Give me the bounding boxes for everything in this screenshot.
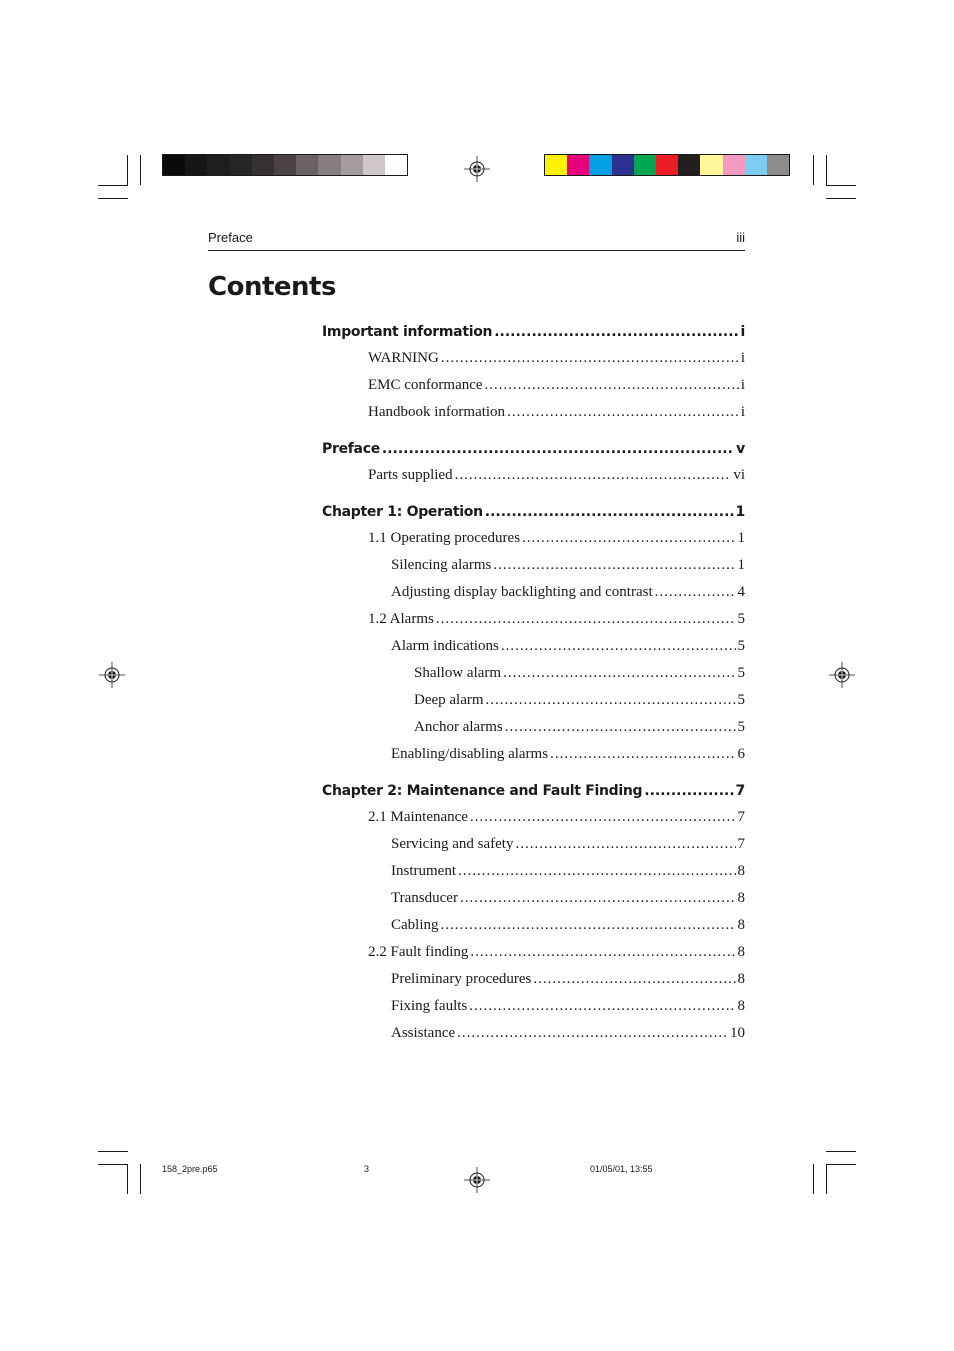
toc-entry-page: 8 [737, 862, 745, 879]
toc-leader-dots [503, 665, 735, 682]
color-swatch [745, 155, 767, 175]
toc-entry-label: Instrument [391, 862, 456, 879]
toc-entry-label: Fixing faults [391, 997, 468, 1014]
toc-leader-dots [382, 441, 734, 457]
gray-swatch [207, 155, 229, 175]
toc-entry-page: 8 [737, 943, 745, 960]
gray-swatch [341, 155, 363, 175]
gray-swatch [230, 155, 252, 175]
toc-entry-page: 7 [735, 783, 745, 799]
toc-entry [368, 944, 745, 961]
toc-entry-label: Chapter 2: Maintenance and Fault Finding [322, 783, 643, 799]
color-swatch [700, 155, 722, 175]
gray-swatch [385, 155, 407, 175]
toc-entry [368, 350, 745, 367]
toc-entry [368, 467, 745, 484]
toc-chapter-entry [322, 504, 745, 520]
toc-entry-label: Anchor alarms [414, 718, 503, 735]
toc-entry [368, 404, 745, 421]
footer-timestamp: 01/05/01, 13:55 [590, 1164, 653, 1174]
registration-mark-left-icon [99, 662, 125, 688]
toc-entry-page: 4 [737, 583, 745, 600]
header-section: Preface [208, 230, 253, 245]
crop-mark-top-right-v [826, 155, 827, 185]
crop-mark-bottom-right-v [826, 1164, 827, 1194]
toc-entry-page: i [740, 324, 745, 340]
toc-entry-label: Deep alarm [414, 691, 484, 708]
toc-leader-dots [493, 557, 735, 574]
footer-file-name: 158_2pre.p65 [162, 1164, 218, 1174]
toc-entry [391, 971, 745, 988]
toc-entry-page: 8 [737, 916, 745, 933]
toc-leader-dots [485, 377, 739, 394]
toc-entry [391, 998, 745, 1015]
toc-entry-page: 8 [737, 889, 745, 906]
toc-chapter-entry [322, 783, 745, 799]
gray-swatch [296, 155, 318, 175]
gray-swatch [318, 155, 340, 175]
toc-entry-label: EMC conformance [368, 376, 483, 393]
toc-entry [368, 377, 745, 394]
toc-entry-page: i [740, 376, 745, 393]
toc-entry-label: Alarm indications [391, 637, 499, 654]
toc-entry-page: 7 [737, 808, 745, 825]
color-swatch [767, 155, 789, 175]
crop-mark-bottom-left-h2 [98, 1164, 128, 1165]
crop-mark-top-right-h2 [826, 198, 856, 199]
gray-swatch [163, 155, 185, 175]
toc-entry-page: 1 [735, 504, 745, 520]
toc-leader-dots [436, 611, 736, 628]
toc-entry-page: 5 [737, 691, 745, 708]
crop-mark-top-right-h [826, 185, 856, 186]
toc-leader-dots [470, 944, 735, 961]
registration-mark-top-icon [464, 156, 490, 182]
crop-mark-top-left-h2 [98, 198, 128, 199]
toc-entry-label: Enabling/disabling alarms [391, 745, 549, 762]
toc-entry-page: vi [733, 466, 745, 483]
toc-entry [391, 638, 745, 655]
color-swatch [589, 155, 611, 175]
toc-leader-dots [441, 350, 739, 367]
toc-entry-label: Silencing alarms [391, 556, 492, 573]
toc-entry-label: Adjusting display backlighting and contrast [391, 583, 653, 600]
toc-entry [391, 746, 745, 763]
toc-entry-label: 1.2 Alarms [368, 610, 434, 627]
color-swatch [723, 155, 745, 175]
crop-mark-bottom-left-v2 [140, 1164, 141, 1194]
color-swatch [545, 155, 567, 175]
toc-leader-dots [485, 504, 734, 520]
toc-entry-page: i [740, 403, 745, 420]
toc-leader-dots [441, 917, 736, 934]
toc-entry [391, 584, 745, 601]
toc-entry-page: 8 [737, 997, 745, 1014]
gray-swatch [363, 155, 385, 175]
toc-leader-dots [507, 404, 739, 421]
toc-leader-dots [457, 1025, 728, 1042]
toc-entry [391, 917, 745, 934]
toc-entry-label: Preface [322, 441, 380, 457]
toc-leader-dots [494, 324, 738, 340]
color-swatch [656, 155, 678, 175]
toc-entry [368, 611, 745, 628]
toc-leader-dots [644, 783, 733, 799]
footer-page-number: 3 [364, 1164, 370, 1174]
toc-leader-dots [655, 584, 736, 601]
registration-mark-right-icon [829, 662, 855, 688]
toc-leader-dots [470, 809, 736, 826]
toc-entry [414, 692, 745, 709]
toc-entry-page: 5 [737, 718, 745, 735]
toc-entry-label: WARNING [368, 349, 439, 366]
toc-entry-label: Transducer [391, 889, 458, 906]
color-swatch [567, 155, 589, 175]
toc-entry-page: 6 [737, 745, 745, 762]
toc-leader-dots [501, 638, 736, 655]
toc-entry-page: 5 [737, 610, 745, 627]
crop-mark-top-left-v [127, 155, 128, 185]
toc-entry-label: Servicing and safety [391, 835, 514, 852]
toc-entry [391, 836, 745, 853]
toc-entry-page: 5 [737, 664, 745, 681]
toc-leader-dots [460, 890, 736, 907]
toc-entry-label: Important information [322, 324, 493, 340]
running-header [208, 228, 745, 251]
toc-entry-page: 7 [737, 835, 745, 852]
crop-mark-bottom-left-h [98, 1151, 128, 1152]
toc-leader-dots [458, 863, 736, 880]
crop-mark-bottom-right-h [826, 1151, 856, 1152]
grayscale-swatch-bar [162, 154, 408, 176]
toc-chapter-entry [322, 441, 745, 457]
toc-entry [414, 719, 745, 736]
toc-entry [368, 809, 745, 826]
toc-entry-label: Cabling [391, 916, 439, 933]
toc-entry [414, 665, 745, 682]
toc-entry-label: Parts supplied [368, 466, 453, 483]
toc-leader-dots [486, 692, 736, 709]
header-page-number: iii [736, 230, 745, 245]
toc-leader-dots [505, 719, 736, 736]
color-swatch-bar [544, 154, 790, 176]
toc-leader-dots [522, 530, 735, 547]
toc-leader-dots [533, 971, 735, 988]
toc-entry-page: 1 [737, 529, 745, 546]
gray-swatch [274, 155, 296, 175]
toc-leader-dots [469, 998, 735, 1015]
registration-mark-bottom-icon [464, 1167, 490, 1193]
toc-entry-label: 2.1 Maintenance [368, 808, 468, 825]
toc-entry-page: 1 [737, 556, 745, 573]
crop-mark-bottom-right-h2 [826, 1164, 856, 1165]
toc-entry [368, 530, 745, 547]
toc-entry-label: Preliminary procedures [391, 970, 532, 987]
toc-leader-dots [550, 746, 735, 763]
toc-entry-page: v [736, 441, 745, 457]
gray-swatch [185, 155, 207, 175]
page-title: Contents [208, 272, 336, 302]
toc-entry-page: 8 [737, 970, 745, 987]
toc-entry [391, 863, 745, 880]
crop-mark-top-right-v2 [813, 155, 814, 185]
toc-entry-page: 5 [737, 637, 745, 654]
toc-entry-page: i [740, 349, 745, 366]
toc-chapter-entry [322, 324, 745, 340]
crop-mark-top-left-v2 [140, 155, 141, 185]
toc-leader-dots [515, 836, 735, 853]
toc-entry-page: 10 [730, 1024, 745, 1041]
crop-mark-bottom-right-v2 [813, 1164, 814, 1194]
toc-entry-label: Assistance [391, 1024, 456, 1041]
crop-mark-bottom-left-v [127, 1164, 128, 1194]
crop-mark-top-left-h [98, 185, 128, 186]
color-swatch [612, 155, 634, 175]
toc-leader-dots [455, 467, 732, 484]
toc-entry-label: 1.1 Operating procedures [368, 529, 521, 546]
toc-entry [391, 557, 745, 574]
gray-swatch [252, 155, 274, 175]
toc-entry-label: Handbook information [368, 403, 506, 420]
toc-entry [391, 1025, 745, 1042]
toc-entry-label: 2.2 Fault finding [368, 943, 469, 960]
toc-entry-label: Chapter 1: Operation [322, 504, 483, 520]
color-swatch [634, 155, 656, 175]
color-swatch [678, 155, 700, 175]
toc-entry-label: Shallow alarm [414, 664, 502, 681]
toc-entry [391, 890, 745, 907]
